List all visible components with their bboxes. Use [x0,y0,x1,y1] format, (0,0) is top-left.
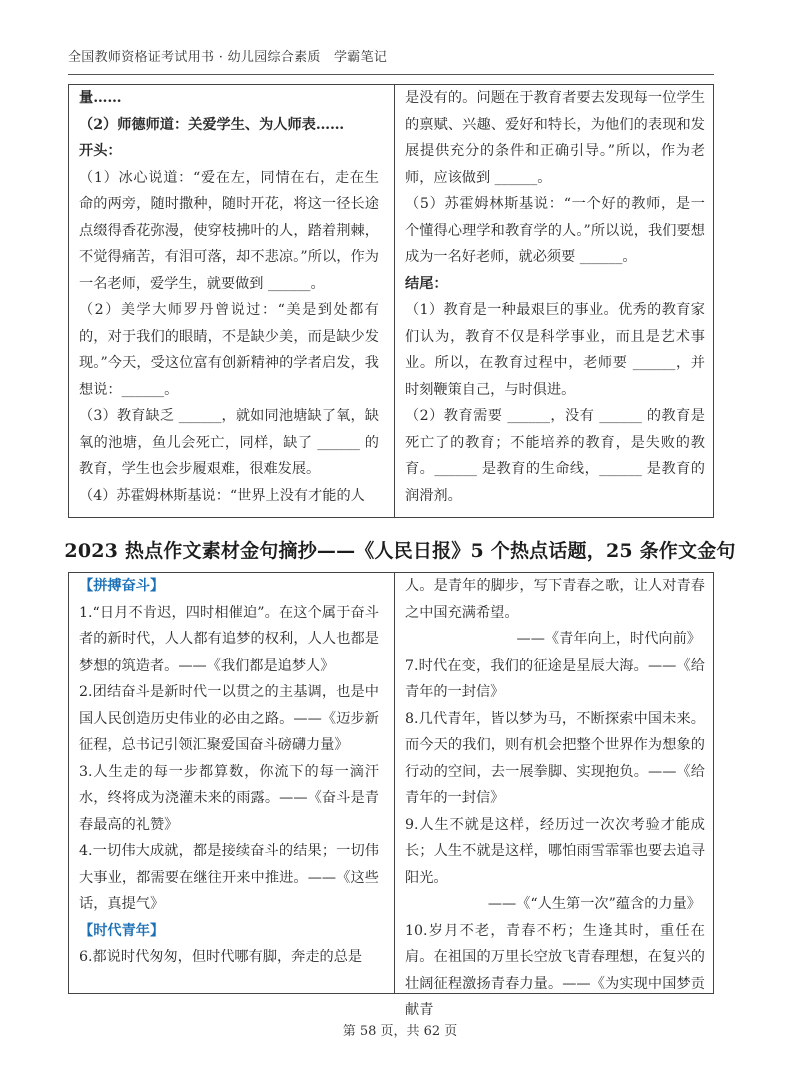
topic-tag-youth: 【时代青年】 [79,922,165,939]
paragraph: （1）教育是一种最艰巨的事业。优秀的教育家们认为，教育不仅是科学事业，而且是艺术事业。所以，在教育过程中，老师要 ______，并时刻鞭策自己，与时俱进。 [405,302,705,398]
paragraph: （2）美学大师罗丹曾说过：“美是到处都有的，对于我们的眼睛，不是缺少美，而是缺少发现。”今天，受这位富有创新精神的学者启发，我想说：______。 [79,302,379,398]
section-title: 2023 热点作文素材金句摘抄——《人民日报》5 个热点话题，25 条作文金句 [64,540,736,562]
quote-item: 2.团结奋斗是新时代一以贯之的主基调，也是中国人民创造历史伟业的必由之路。——《迈步新征程，总书记引领汇聚爱国奋斗磅礴力量》 [79,684,379,753]
topic-tag-struggle: 【拼搏奋斗】 [79,578,165,594]
quote-source: ——《“人生第一次”蕴含的力量》 [487,896,701,912]
paragraph: 量…… [79,90,122,106]
quote-item: 1.“日月不肯迟，四时相催迫”。在这个属于奋斗者的新时代，人人都有追梦的权利，人人也都是梦想的筑造者。——《我们都是追梦人》 [79,604,379,674]
paragraph: （3）教育缺乏 ______，就如同池塘缺了氧，缺氧的池塘，鱼儿会死亡，同样，缺了 ______ 的教育，学生也会步履艰难，很难发展。 [79,408,379,477]
column-divider [394,85,395,517]
quotes-box [68,572,714,1018]
quote-item: 6.都说时代匆匆，但时代哪有脚，奔走的总是 [79,949,363,965]
ending-label: 结尾： [405,275,448,292]
quote-item: 3.人生走的每一步都算数，你流下的每一滴汗水，终将成为浇灌未来的雨露。——《奋斗是青春最高的礼赞》 [79,763,379,833]
opening-label: 开头： [79,143,122,159]
quote-item: 人。是青年的脚步，写下青春之歌，让人对青春之中国充满希望。 [405,578,705,621]
paragraph: （5）苏霍姆林斯基说：“一个好的教师，是一个懂得心理学和教育学的人。”所以说，我们要想成为一名好老师，就必须要 ______。 [405,196,705,265]
column-divider [394,573,395,993]
paragraph: （2）教育需要 ______，没有 ______ 的教育是死亡了的教育；不能培养的教育，是失败的教育。______ 是教育的生命线，______ 是教育的润滑剂。 [405,408,705,504]
quote-item: 8.几代青年，皆以梦为马，不断探索中国未来。而今天的我们，则有机会把整个世界作为想象的行动的空间，去一展拳脚、实现抱负。——《给青年的一封信》 [405,710,705,806]
subheading: （2）师德师道：关爱学生、为人师表…… [79,116,345,133]
running-header: 全国教师资格证考试用书 · 幼儿园综合素质 学霸笔记 [68,50,388,65]
quotes-right-column [405,573,705,1018]
notes-right-column [405,85,705,517]
quote-source: ——《青年向上，时代向前》 [516,631,701,647]
quotes-left-column [79,573,379,993]
quote-item: 7.时代在变，我们的征途是星辰大海。——《给青年的一封信》 [405,657,705,700]
notes-box [68,84,714,518]
paragraph: （1）冰心说道：“爱在左，同情在右，走在生命的两旁，随时撒种，随时开花，将这一径长途点缀得香花弥漫，使穿枝拂叶的人，踏着荆棘，不觉得痛苦，有泪可落，却不悲凉。”所以，作为一名老师，爱学生，就要做到 ______。 [79,169,379,292]
paragraph: （4）苏霍姆林斯基说：“世界上没有才能的人 [79,487,365,504]
notes-left-column [79,85,379,517]
quote-item: 4.一切伟大成就，都是接续奋斗的结果；一切伟大事业，都需要在继往开来中推进。——《这些话，真提气》 [79,843,379,912]
quote-item: 10.岁月不老，青春不朽；生逢其时，重任在肩。在祖国的万里长空放飞青春理想，在复兴的壮阔征程激扬青春力量。——《为实现中国梦贡献青 [405,922,705,1018]
paragraph: 是没有的。问题在于教育者要去发现每一位学生的禀赋、兴趣、爱好和特长，为他们的表现和发展提供充分的条件和正确引导。”所以，作为老师，应该做到 ______。 [405,90,705,186]
page-footer: 第 58 页，共 62 页 [342,1024,458,1039]
quote-item: 9.人生不就是这样，经历过一次次考验才能成长；人生不就是这样，哪怕雨雪霏霏也要去追寻阳光。 [405,816,705,886]
header-rule [68,74,714,75]
